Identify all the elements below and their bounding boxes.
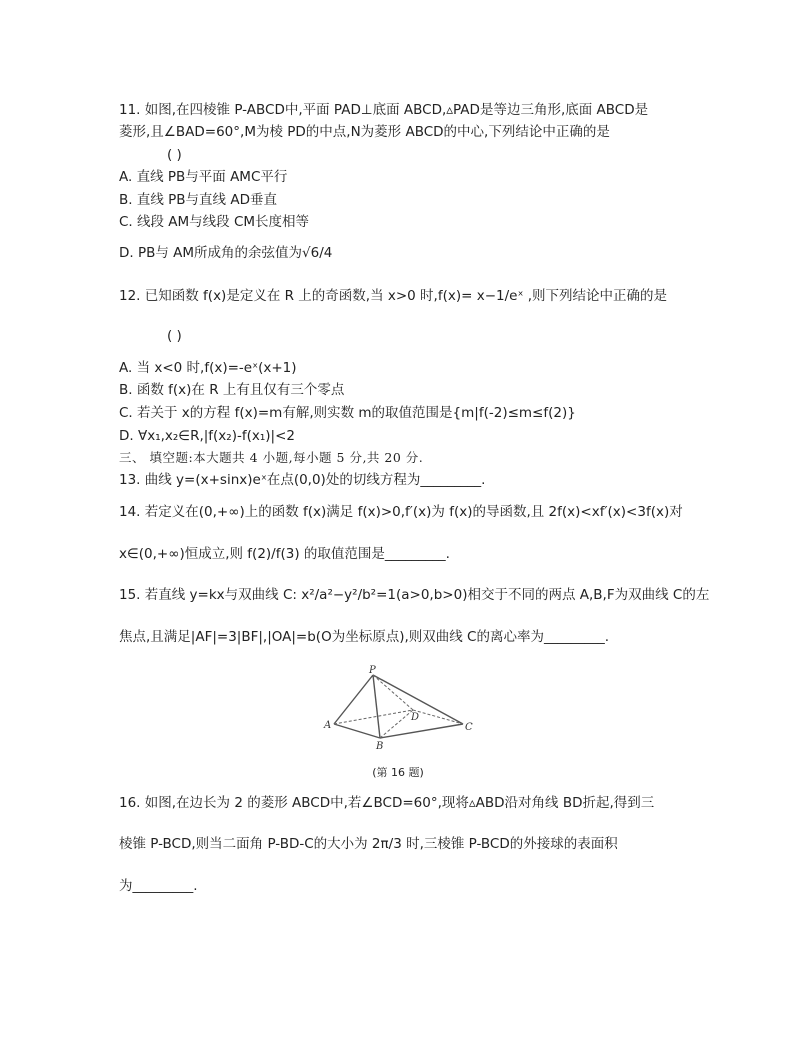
edge-ab — [334, 724, 380, 738]
q14-stem-line-2: x∈(0,+∞)恒成立,则 f(2)/f(3) 的取值范围是_________. — [119, 546, 450, 562]
q11-stem-line-2: 菱形,且∠BAD=60°,M为棱 PD的中点,N为菱形 ABCD的中心,下列结论中正确的是 — [119, 124, 610, 140]
figure-caption: (第 16 题) — [372, 766, 424, 779]
q12-option-a: A. 当 x<0 时,f(x)=-eˣ(x+1) — [119, 360, 297, 376]
q16-stem-line-2: 棱锥 P-BCD,则当二面角 P-BD-C的大小为 2π/3 时,三棱锥 P-BCD的外接球的表面积 — [119, 836, 618, 852]
edge-pa — [334, 675, 373, 724]
edge-cd — [413, 710, 463, 724]
q11-option-d: D. PB与 AM所成角的余弦值为√6/4 — [119, 245, 333, 261]
q12-option-b: B. 函数 f(x)在 R 上有且仅有三个零点 — [119, 382, 345, 398]
q12-option-d: D. ∀x₁,x₂∈R,|f(x₂)-f(x₁)|<2 — [119, 428, 295, 444]
vertex-label-p: P — [369, 665, 376, 676]
edge-pb — [373, 675, 380, 738]
q11-answer-paren: ( ) — [167, 147, 182, 163]
vertex-label-c: C — [465, 722, 473, 733]
q14-stem-line-1: 14. 若定义在(0,+∞)上的函数 f(x)满足 f(x)>0,f′(x)为 f(x)的导函数,且 2f(x)<xf′(x)<3f(x)对 — [119, 504, 683, 520]
q11-option-a: A. 直线 PB与平面 AMC平行 — [119, 169, 288, 185]
q16-stem-line-1: 16. 如图,在边长为 2 的菱形 ABCD中,若∠BCD=60°,现将▵ABD沿对角线 BD折起,得到三 — [119, 795, 655, 811]
vertex-label-a: A — [324, 720, 332, 731]
section-heading-fill-in: 三、 填空题:本大题共 4 小题,每小题 5 分,共 20 分. — [119, 450, 424, 465]
q12-answer-paren: ( ) — [167, 328, 182, 344]
q12-option-c: C. 若关于 x的方程 f(x)=m有解,则实数 m的取值范围是{m|f(-2)≤m≤f(2)} — [119, 405, 576, 421]
edge-bc — [380, 724, 463, 738]
q12-stem: 12. 已知函数 f(x)是定义在 R 上的奇函数,当 x>0 时,f(x)= x−1/eˣ ,则下列结论中正确的是 — [119, 288, 668, 304]
vertex-label-b: B — [376, 741, 384, 752]
q11-option-c: C. 线段 AM与线段 CM长度相等 — [119, 214, 310, 230]
edge-pd — [373, 675, 413, 710]
vertex-label-d: D — [411, 712, 420, 723]
edge-ad — [334, 710, 413, 724]
q15-stem-line-1: 15. 若直线 y=kx与双曲线 C: x²/a²−y²/b²=1(a>0,b>0)相交于不同的两点 A,B,F为双曲线 C的左 — [119, 587, 710, 603]
pyramid-figure — [320, 662, 490, 752]
q11-stem-line-1: 11. 如图,在四棱锥 P-ABCD中,平面 PAD⊥底面 ABCD,▵PAD是等边三角形,底面 ABCD是 — [119, 102, 649, 118]
question-13: 13. 曲线 y=(x+sinx)eˣ在点(0,0)处的切线方程为_________. — [119, 472, 486, 488]
q15-stem-line-2: 焦点,且满足|AF|=3|BF|,|OA|=b(O为坐标原点),则双曲线 C的离心率为_________. — [119, 629, 610, 645]
q16-stem-line-3: 为_________. — [119, 878, 198, 894]
q11-option-b: B. 直线 PB与直线 AD垂直 — [119, 192, 277, 208]
